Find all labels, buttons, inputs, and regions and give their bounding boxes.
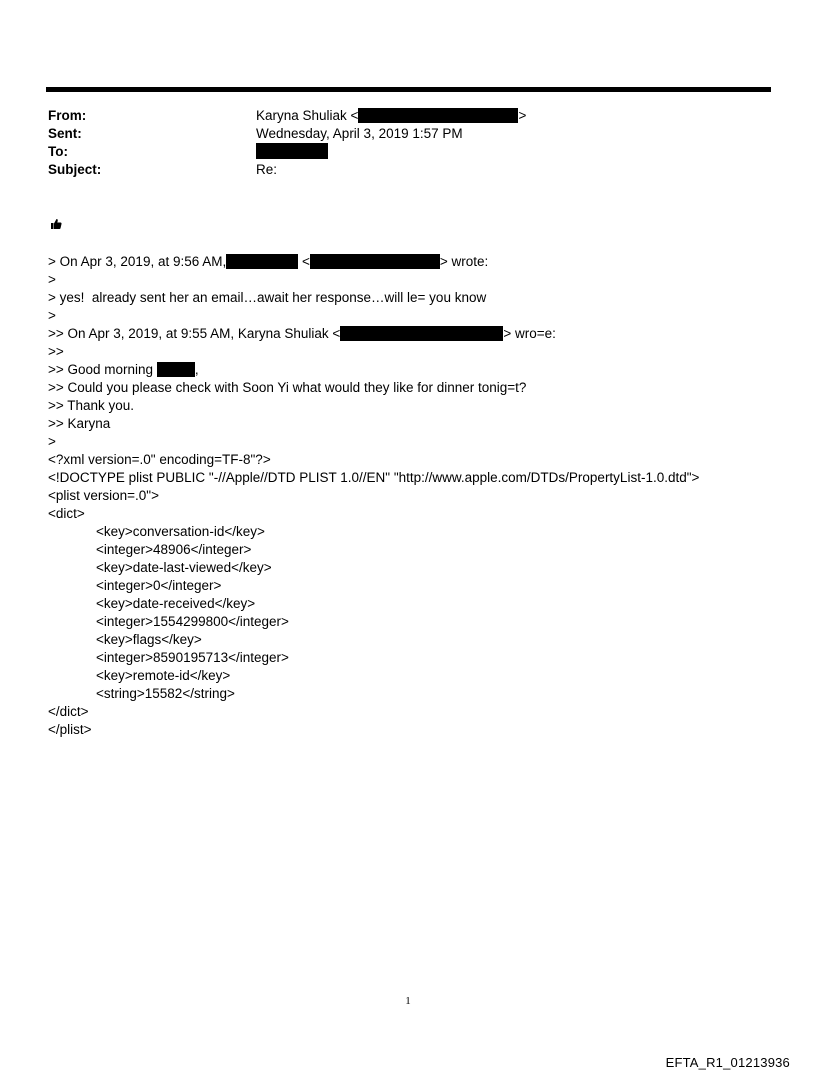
quote-text: > wrote: [439,254,489,269]
xml-line: <dict> [48,506,85,521]
xml-line: <integer>48906</integer> [96,542,252,557]
subject-value: Re: [256,162,278,177]
xml-line: <key>remote-id</key> [96,668,231,683]
redaction-box [340,326,503,341]
from-value [256,107,526,125]
redaction-box [310,254,440,269]
redaction-box [226,254,298,269]
xml-line: <string>15582</string> [96,686,235,701]
quote-line: > [48,308,56,323]
thumbs-up-icon [50,218,62,233]
from-name: Karyna Shuliak < [256,108,359,123]
sent-value: Wednesday, April 3, 2019 1:57 PM [256,126,463,141]
bates-number: EFTA_R1_01213936 [665,1055,790,1070]
quote-line: >> Could you please check with Soon Yi what would they like for dinner tonig=t? [48,380,527,395]
redaction-box [157,362,195,377]
from-close: > [518,108,527,123]
quote-text: , [194,362,199,377]
quote-line [48,325,699,343]
quote-line: >> [48,344,64,359]
quote-text: >> Good morning [48,362,157,377]
quote-text: >> On Apr 3, 2019, at 9:55 AM, Karyna Shuliak < [48,326,341,341]
xml-line: <integer>1554299800</integer> [96,614,289,629]
redaction-box [256,143,328,159]
xml-line: </plist> [48,722,92,737]
redaction-box [358,108,518,123]
quote-text: > On Apr 3, 2019, at 9:56 AM, [48,254,227,269]
xml-line: <plist version=.0"> [48,488,159,503]
to-label: To: [48,144,68,159]
quote-line: > [48,434,56,449]
quote-line [48,361,699,379]
xml-line: <key>conversation-id</key> [96,524,265,539]
sent-label: Sent: [48,126,82,141]
quote-text: < [298,254,310,269]
xml-line: <integer>8590195713</integer> [96,650,289,665]
quote-line: >> Thank you. [48,398,135,413]
header-rule [46,87,771,92]
quote-line: > yes! already sent her an email…await her response…will le= you know [48,290,487,305]
xml-line: <key>flags</key> [96,632,202,647]
xml-line: <key>date-received</key> [96,596,256,611]
subject-label: Subject: [48,162,102,177]
from-label: From: [48,108,87,123]
xml-line: <integer>0</integer> [96,578,222,593]
xml-line: <key>date-last-viewed</key> [96,560,272,575]
page-number: 1 [405,995,411,1007]
quote-line: >> Karyna [48,416,111,431]
xml-line: <!DOCTYPE plist PUBLIC "-//Apple//DTD PLIST 1.0//EN" "http://www.apple.com/DTDs/PropertyList-1.0.dtd"> [48,470,700,485]
to-value [256,143,328,161]
quote-text: > wro=e: [503,326,556,341]
email-body [48,253,699,739]
quote-line [48,253,699,271]
quote-line: > [48,272,56,287]
xml-line: </dict> [48,704,89,719]
xml-line: <?xml version=.0" encoding=TF-8"?> [48,452,271,467]
